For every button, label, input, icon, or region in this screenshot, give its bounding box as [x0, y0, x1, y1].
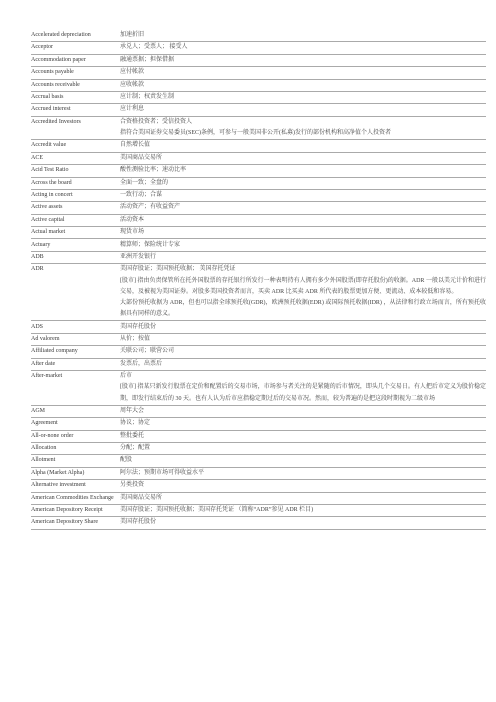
- glossary-row: [31, 104, 486, 116]
- glossary-term: Accommodation paper: [31, 54, 120, 66]
- glossary-term: Alternative investment: [31, 480, 120, 492]
- definition-paragraph: 一致行动；合谋: [120, 191, 163, 198]
- glossary-definition: [120, 467, 486, 479]
- glossary-definition: [120, 140, 486, 152]
- glossary-term: American Depository Receipt: [31, 504, 120, 516]
- glossary-term: After date: [31, 358, 120, 370]
- definition-paragraph: 周年大会: [120, 407, 145, 414]
- glossary-row: [31, 492, 486, 504]
- glossary-definition: [120, 492, 486, 504]
- glossary-definition: [120, 189, 486, 201]
- definition-paragraph: 加速折旧: [120, 32, 145, 39]
- definition-paragraph: 活动资本: [120, 216, 145, 223]
- glossary-definition: [120, 371, 486, 406]
- glossary-row: [31, 480, 486, 492]
- glossary-term: ADB: [31, 251, 120, 263]
- glossary-row: [31, 202, 486, 214]
- glossary-definition: [120, 504, 486, 516]
- glossary-row: [31, 91, 486, 103]
- definition-paragraph: 现货市场: [120, 229, 145, 236]
- definition-paragraph: 另类投资: [120, 482, 145, 489]
- glossary-definition: [120, 321, 486, 333]
- glossary-definition: [120, 104, 486, 116]
- definition-paragraph: 酸性测验比率；速动比率: [120, 167, 187, 174]
- glossary-term: ADS: [31, 321, 120, 333]
- glossary-term: Allotment: [31, 455, 120, 467]
- definition-paragraph: 指符合美国证券交易委员(SEC)条例，可参与一般美国非公开(私募)发行的部份机构和高净值个人投资者: [120, 130, 391, 137]
- definition-paragraph: 融通票据；担保借据: [120, 56, 175, 63]
- glossary-row: [31, 251, 486, 263]
- glossary-term: Alpha (Market Alpha): [31, 467, 120, 479]
- definition-paragraph: 整批委托: [120, 432, 145, 439]
- definition-paragraph: 美国存股证；美国预托收据；美国存托凭证 （简称“ADR”参见 ADR 栏目): [120, 507, 314, 514]
- glossary-row: [31, 517, 486, 529]
- glossary-term: After-market: [31, 371, 120, 406]
- glossary-term: Actual market: [31, 227, 120, 239]
- glossary-term: Actuary: [31, 239, 120, 251]
- definition-paragraph: 美国商品交易所: [120, 494, 163, 501]
- glossary-definition: [120, 54, 486, 66]
- glossary-row: [31, 430, 486, 442]
- glossary-definition: [120, 214, 486, 226]
- glossary-row: [31, 30, 486, 42]
- definition-paragraph: 合资格投资者；受信投资人: [120, 118, 193, 125]
- glossary-row: [31, 455, 486, 467]
- glossary-row: [31, 418, 486, 430]
- glossary-term: Acting in concert: [31, 189, 120, 201]
- glossary-term: American Depository Share: [31, 517, 120, 529]
- glossary-term: Acceptor: [31, 42, 120, 54]
- glossary-term: Accrued interest: [31, 104, 120, 116]
- glossary-definition: [120, 517, 486, 529]
- glossary-row: [31, 405, 486, 417]
- glossary-term: Across the board: [31, 177, 120, 189]
- definition-paragraph: 精算师；保险统计专家: [120, 241, 181, 248]
- glossary-term: Accelerated depreciation: [31, 30, 120, 42]
- glossary-definition: [120, 358, 486, 370]
- glossary-row: [31, 165, 486, 177]
- definition-paragraph: 美国存托股份: [120, 519, 157, 526]
- glossary-definition: [120, 418, 486, 430]
- glossary-definition: [120, 202, 486, 214]
- glossary-term: ACE: [31, 152, 120, 164]
- glossary-term: Accredited Investors: [31, 116, 120, 140]
- glossary-definition: [120, 79, 486, 91]
- glossary-definition: [120, 42, 486, 54]
- glossary-definition: [120, 480, 486, 492]
- definition-paragraph: 亚洲开发银行: [120, 253, 157, 260]
- glossary-definition: [120, 346, 486, 358]
- definition-paragraph: [股市] 指由负责保管所在托外国股票的存托银行所发行一种表明持有人拥有多少外国股票(即存托股份)的收据。ADR 一般以美元计价和进行交易，及被视为美国证券。对股多美国投资者而言，买卖 ADR 比买卖 ADR 所代表的股票更加方便、更流动、成本较低和容易。: [120, 277, 486, 295]
- definition-paragraph: 发票后，出票后: [120, 360, 163, 367]
- glossary-row: [31, 442, 486, 454]
- glossary-row: [31, 333, 486, 345]
- definition-paragraph: 全面一致；全盘的: [120, 179, 169, 186]
- glossary-row: [31, 504, 486, 516]
- glossary-row: [31, 346, 486, 358]
- glossary-row: [31, 264, 486, 321]
- glossary-term: All-or-none order: [31, 430, 120, 442]
- glossary-row: [31, 54, 486, 66]
- glossary-row: [31, 67, 486, 79]
- glossary-row: [31, 42, 486, 54]
- glossary-body: [31, 30, 486, 529]
- definition-paragraph: 分配；配置: [120, 445, 151, 452]
- glossary-term: Active assets: [31, 202, 120, 214]
- definition-paragraph: 应收帐款: [120, 81, 145, 88]
- glossary-row: [31, 189, 486, 201]
- glossary-row: [31, 79, 486, 91]
- definition-paragraph: 美国存股证；美国预托收据； 美国存托凭证: [120, 266, 236, 273]
- glossary-term: Allocation: [31, 442, 120, 454]
- glossary-definition: [120, 405, 486, 417]
- glossary-term: Accrual basis: [31, 91, 120, 103]
- glossary-term: AGM: [31, 405, 120, 417]
- glossary-term: Ad valorem: [31, 333, 120, 345]
- definition-paragraph: 协议；协定: [120, 420, 151, 427]
- glossary-definition: [120, 239, 486, 251]
- glossary-row: [31, 214, 486, 226]
- definition-paragraph: 应付帐款: [120, 69, 145, 76]
- definition-paragraph: 从价；按值: [120, 335, 151, 342]
- glossary-definition: [120, 442, 486, 454]
- glossary-row: [31, 321, 486, 333]
- glossary-row: [31, 152, 486, 164]
- glossary-definition: [120, 227, 486, 239]
- glossary-definition: [120, 91, 486, 103]
- glossary-row: [31, 239, 486, 251]
- definition-paragraph: 活动资产；有收益资产: [120, 204, 181, 211]
- glossary-term: ADR: [31, 264, 120, 321]
- glossary-definition: [120, 67, 486, 79]
- glossary-definition: [120, 333, 486, 345]
- glossary-definition: [120, 152, 486, 164]
- definition-paragraph: 美国存托股份: [120, 323, 157, 330]
- definition-paragraph: 阿尔法；预期市场可得收益水平: [120, 469, 205, 476]
- definition-paragraph: 配股: [120, 457, 133, 464]
- glossary-definition: [120, 264, 486, 321]
- glossary-row: [31, 467, 486, 479]
- glossary-term: Accredit value: [31, 140, 120, 152]
- definition-paragraph: 应计制；权责发生制: [120, 94, 175, 101]
- definition-paragraph: 大部份预托收据为 ADR，但也可以指全球预托收(GDR)，欧洲预托收据(EDR) 或国际预托收据(IDR) ，从法律和行政立场而言，所有预托收据具有同样的意义。: [120, 299, 486, 318]
- glossary-term: Accounts receivable: [31, 79, 120, 91]
- definition-paragraph: 应计利息: [120, 106, 145, 113]
- definition-paragraph: 美国商品交易所: [120, 154, 163, 161]
- glossary-row: [31, 116, 486, 140]
- glossary-term: Affiliated company: [31, 346, 120, 358]
- glossary-term: Acid Test Ratio: [31, 165, 120, 177]
- glossary-row: [31, 177, 486, 189]
- definition-paragraph: 后市: [120, 373, 133, 380]
- glossary-term: Active capital: [31, 214, 120, 226]
- glossary-term: Accounts payable: [31, 67, 120, 79]
- glossary-definition: [120, 30, 486, 42]
- definition-paragraph: [股市] 指某只新发行股票在定价和配置后的交易市场，市场参与者关注的是紧随的后市情况，即头几个交易日。有人把后市定义为股价稳定期，即发行结束后的 30 天。也有人认为后市应指稳定期过后的交易市况。然而，较为普遍的是把这段时期视为二级市场: [120, 384, 486, 402]
- definition-paragraph: 自然增长值: [120, 142, 151, 149]
- definition-paragraph: 关联公司；联营公司: [120, 348, 175, 355]
- glossary-term: Agreement: [31, 418, 120, 430]
- definition-paragraph: 承兑人；受票人； 接受人: [120, 44, 188, 51]
- glossary-definition: [120, 165, 486, 177]
- glossary-definition: [120, 177, 486, 189]
- glossary-term: American Commodities Exchange: [31, 492, 120, 504]
- glossary-row: [31, 227, 486, 239]
- glossary-row: [31, 371, 486, 406]
- glossary-definition: [120, 116, 486, 140]
- glossary-definition: [120, 430, 486, 442]
- glossary-page: [31, 30, 486, 530]
- glossary-row: [31, 140, 486, 152]
- glossary-row: [31, 358, 486, 370]
- glossary-definition: [120, 455, 486, 467]
- glossary-definition: [120, 251, 486, 263]
- glossary-table: [31, 30, 486, 530]
